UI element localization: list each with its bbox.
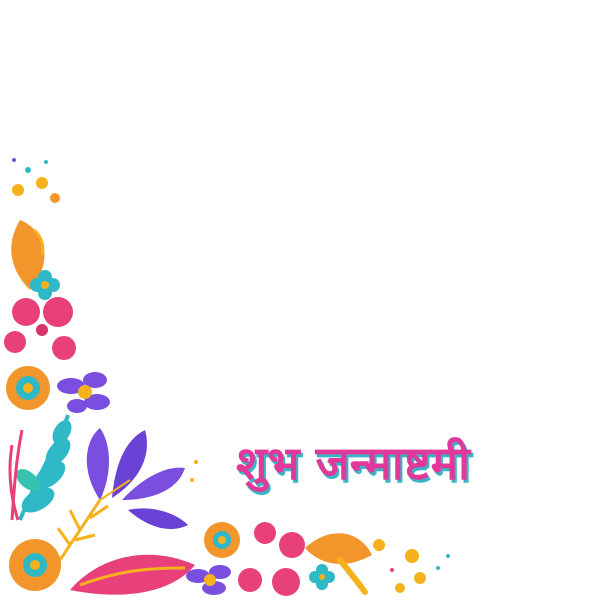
orange-flower-middle [204, 522, 240, 558]
pink-leaf-bottom [70, 555, 195, 595]
pink-blossoms-bottom [238, 522, 305, 596]
yellow-twigs [58, 500, 108, 560]
purple-petal-fan [87, 428, 198, 529]
pink-blossoms-left [4, 297, 76, 360]
purple-flower-bottom [186, 565, 231, 595]
orange-flower-bottom [9, 539, 61, 591]
cyan-flower-bottom [309, 564, 335, 590]
yellow-dots-right [373, 539, 450, 593]
greeting-text: शुभ जन्माष्टमी [236, 436, 471, 490]
orange-flower-left [6, 366, 50, 410]
top-sprinkles [12, 158, 60, 203]
purple-flower-small [57, 372, 110, 413]
